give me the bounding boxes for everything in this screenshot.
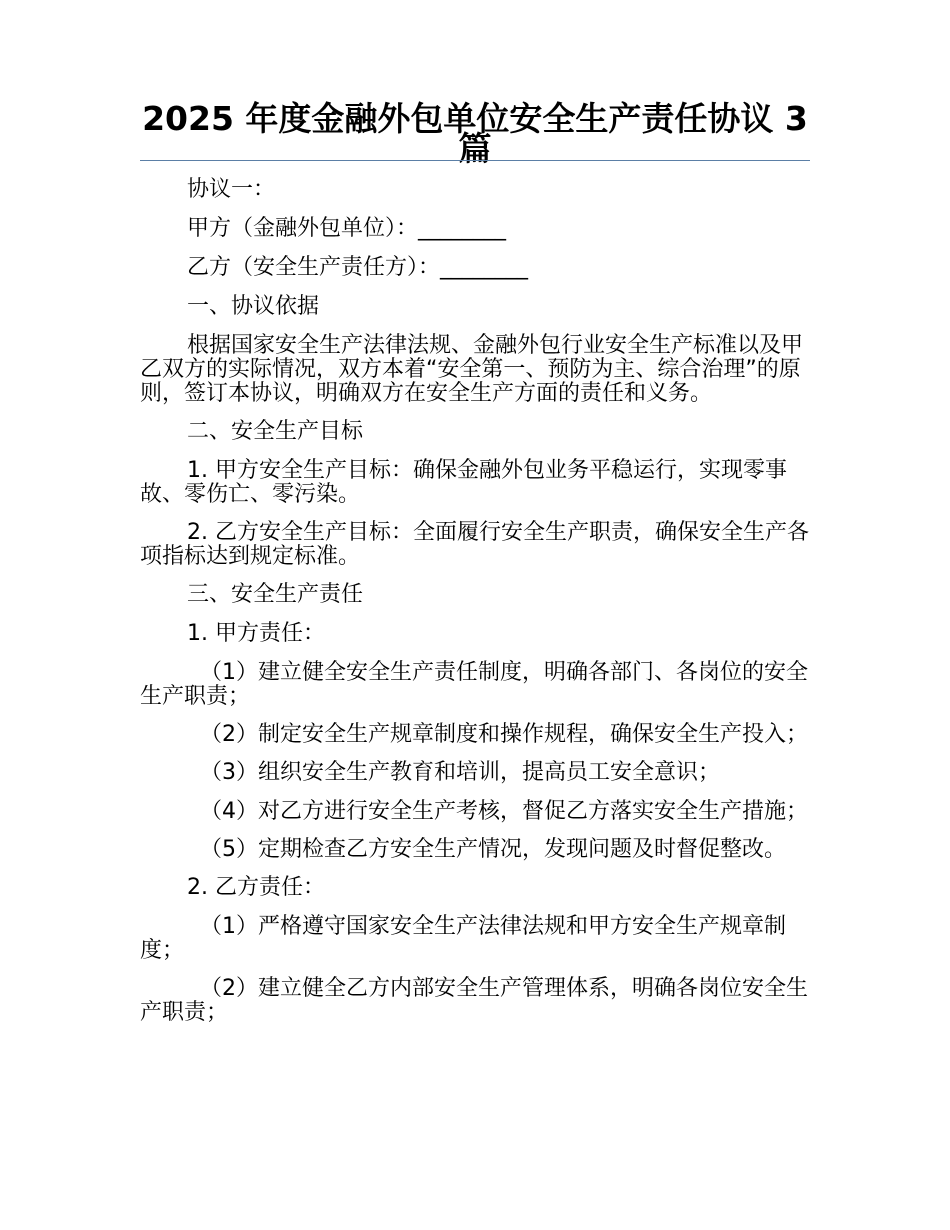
section-heading-goals: 二、安全生产目标 bbox=[187, 419, 364, 444]
paragraph-goal-a: 1. 甲方安全生产目标：确保金融外包业务平稳运行，实现零事故、零伤亡、零污染。 bbox=[140, 458, 787, 507]
section-heading-responsibility: 三、安全生产责任 bbox=[187, 582, 364, 607]
list-item: （1）严格遵守国家安全生产法律法规和甲方安全生产规章制度； bbox=[140, 914, 786, 963]
section-heading-basis: 一、协议依据 bbox=[187, 294, 320, 319]
document-title: 2025 年度金融外包单位安全生产责任协议 3 篇 bbox=[142, 99, 808, 168]
document-body bbox=[140, 178, 810, 1039]
list-item: （4）对乙方进行安全生产考核，督促乙方落实安全生产措施； bbox=[200, 799, 808, 824]
list-item: （2）制定安全生产规章制度和操作规程，确保安全生产投入； bbox=[200, 722, 808, 747]
agreement-heading: 协议一： bbox=[187, 177, 276, 202]
party-b-line: 乙方（安全生产责任方）：________ bbox=[187, 255, 529, 280]
party-a-line: 甲方（金融外包单位）：________ bbox=[187, 216, 507, 241]
list-item: （5）定期检查乙方安全生产情况，发现问题及时督促整改。 bbox=[200, 837, 786, 862]
paragraph-goal-b: 2. 乙方安全生产目标：全面履行安全生产职责，确保安全生产各项指标达到规定标准。 bbox=[140, 520, 809, 569]
paragraph-basis: 根据国家安全生产法律法规、金融外包行业安全生产标准以及甲乙双方的实际情况，双方本着“安全第一、预防为主、综合治理”的原则，签订本协议，明确双方在安全生产方面的责任和义务。 bbox=[140, 333, 804, 406]
subheading-party-a-responsibility: 1. 甲方责任： bbox=[187, 621, 325, 646]
list-item: （1）建立健全安全生产责任制度，明确各部门、各岗位的安全生产职责； bbox=[140, 660, 808, 709]
list-item: （3）组织安全生产教育和培训，提高员工安全意识； bbox=[200, 760, 720, 785]
subheading-party-b-responsibility: 2. 乙方责任： bbox=[187, 875, 325, 900]
list-item: （2）建立健全乙方内部安全生产管理体系，明确各岗位安全生产职责； bbox=[140, 976, 808, 1025]
title-divider bbox=[140, 160, 810, 161]
